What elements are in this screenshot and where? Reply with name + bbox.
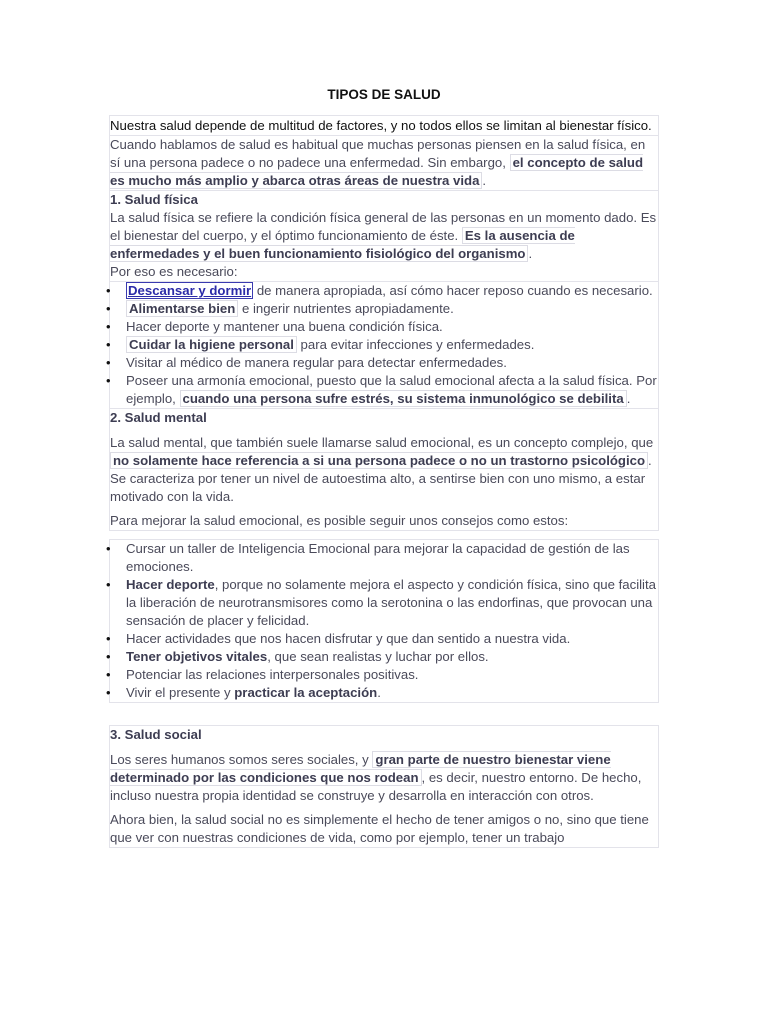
section-highlight: no solamente hace referencia a si una persona padece o no un trastorno psicológico bbox=[110, 452, 648, 469]
section-text: Los seres humanos somos seres sociales, y bbox=[110, 752, 373, 767]
section-heading: 1. Salud física bbox=[110, 192, 198, 207]
descansar-link[interactable]: Descansar y dormir bbox=[128, 283, 252, 298]
section-heading: 2. Salud mental bbox=[110, 410, 207, 425]
list-item: • Hacer actividades que nos hacen disfrutar y que dan sentido a nuestra vida. bbox=[126, 630, 658, 648]
section-salud-fisica: 1. Salud física La salud física se refiere la condición física general de las personas en un momento dado. Es el bienestar del cuerpo, y el óptimo funcionamiento de éste. Es la ausencia de enfermedades y el buen funcionamiento fisiológico del organismo . Por eso es necesario: bbox=[109, 191, 659, 282]
list-item: • Visitar al médico de manera regular para detectar enfermedades. bbox=[126, 354, 658, 372]
list-item: • Cuidar la higiene personal para evitar infecciones y enfermedades. bbox=[126, 336, 658, 354]
section-highlight: Es la ausencia de enfermedades y el buen funcionamiento fisiológico del organismo bbox=[110, 228, 575, 261]
list-salud-mental bbox=[109, 539, 659, 703]
list-item: • Potenciar las relaciones interpersonales positivas. bbox=[126, 666, 658, 684]
section-salud-social: 3. Salud social Los seres humanos somos seres sociales, y gran parte de nuestro bienestar viene determinado por las condiciones que nos rodean , es decir, nuestro entorno. De hecho, incluso nuestra propia identidad se construye y desarrolla en interacción con otros. Ahora bien, la salud social no es simplemente el hecho de tener amigos o no, sino que tiene que ver con nuestras condiciones de vida, como por ejemplo, tener un trabajo bbox=[109, 725, 659, 848]
list-lead: Para mejorar la salud emocional, es posible seguir unos consejos como estos: bbox=[110, 513, 569, 528]
document-title: TIPOS DE SALUD bbox=[327, 87, 441, 102]
section-salud-mental: 2. Salud mental La salud mental, que también suele llamarse salud emocional, es un concepto complejo, que no solamente hace referencia a si una persona padece o no un trastorno psicológico . Se caracteriza por tener un nivel de autoestima alto, a sentirse bien con uno mismo, a estar motivado con la vida. Para mejorar la salud emocional, es posible seguir unos consejos como estos: bbox=[109, 409, 659, 531]
intro-paragraph bbox=[109, 115, 659, 136]
document-body bbox=[109, 115, 659, 848]
list-item: • Alimentarse bien e ingerir nutrientes apropiadamente. bbox=[126, 300, 658, 318]
list-lead: Por eso es necesario: bbox=[110, 264, 238, 279]
section-text: Ahora bien, la salud social no es simplemente el hecho de tener amigos o no, sino que tiene que ver con nuestras condiciones de vida, como por ejemplo, tener un trabajo bbox=[110, 812, 649, 845]
section-text: La salud mental, que también suele llamarse salud emocional, es un concepto complejo, que bbox=[110, 435, 654, 450]
bullet-list bbox=[110, 282, 658, 408]
paragraph-1-highlight: el concepto de salud es mucho más amplio y abarca otras áreas de nuestra vida bbox=[110, 155, 644, 188]
list-item: • Hacer deporte y mantener una buena condición física. bbox=[126, 318, 658, 336]
bullet-list bbox=[110, 540, 658, 702]
paragraph-1: Cuando hablamos de salud es habitual que muchas personas piensen en la salud física, en sí una persona padece o no padece una enfermedad. Sin embargo, el concepto de salud es mucho más amplio y abarca otras áreas de nuestra vida . bbox=[109, 136, 659, 191]
section-highlight: gran parte de nuestro bienestar viene determinado por las condiciones que nos rodean bbox=[110, 752, 611, 785]
list-item: • Hacer deporte, porque no solamente mejora el aspecto y condición física, sino que facilita la liberación de neurotransmisores como la serotonina o las endorfinas, que provocan una sensación de placer y felicidad. bbox=[126, 576, 658, 630]
intro-text: Nuestra salud depende de multitud de factores, y no todos ellos se limitan al bienestar físico. bbox=[110, 118, 652, 133]
list-item: • Cursar un taller de Inteligencia Emocional para mejorar la capacidad de gestión de las emociones. bbox=[126, 540, 658, 576]
list-item: • Tener objetivos vitales, que sean realistas y luchar por ellos. bbox=[126, 648, 658, 666]
list-item: • Descansar y dormir de manera apropiada, así cómo hacer reposo cuando es necesario. bbox=[126, 282, 658, 300]
list-item: • Poseer una armonía emocional, puesto que la salud emocional afecta a la salud física. Por ejemplo, cuando una persona sufre estrés, su sistema inmunológico se debilita . bbox=[126, 372, 658, 408]
section-text: La salud física se refiere la condición física general de las personas en un momento dado. Es el bienestar del cuerpo, y el óptimo funcionamiento de éste. bbox=[110, 210, 657, 243]
list-item: • Vivir el presente y practicar la aceptación. bbox=[126, 684, 658, 702]
paragraph-1-text: Cuando hablamos de salud es habitual que muchas personas piensen en la salud física, en sí una persona padece o no padece una enfermedad. Sin embargo, bbox=[110, 137, 646, 170]
list-salud-fisica bbox=[109, 282, 659, 409]
section-heading: 3. Salud social bbox=[110, 727, 202, 742]
